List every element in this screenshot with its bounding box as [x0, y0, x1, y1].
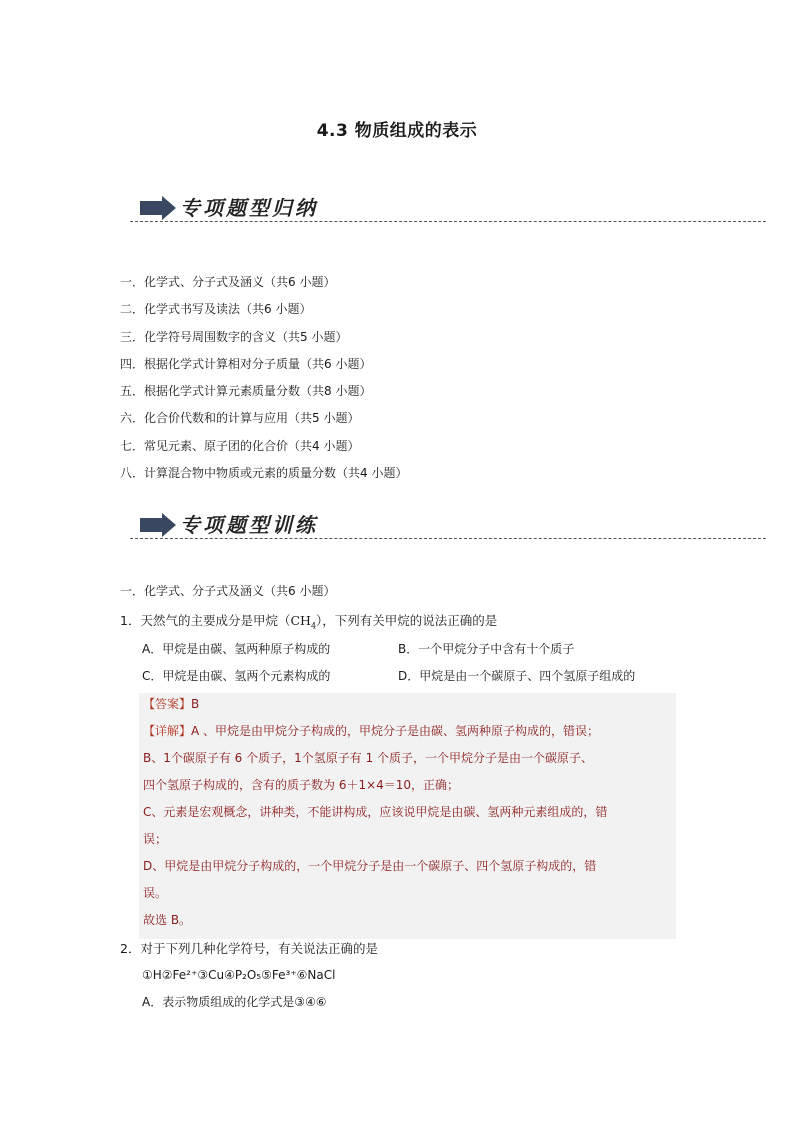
question-2-stem: 2．对于下列几种化学符号，有关说法正确的是	[120, 941, 378, 956]
toc-item: 三．化学符号周围数字的含义（共5 小题）	[120, 329, 348, 344]
divider	[130, 221, 766, 222]
question-2-symbols: ①H②Fe²⁺③Cu④P₂O₅⑤Fe³⁺⑥NaCl	[142, 968, 336, 982]
arrow-icon	[140, 196, 176, 220]
detail-line: 【详解】A 、甲烷是由甲烷分子构成的，甲烷分子是由碳、氢两种原子构成的，错误；	[143, 724, 600, 738]
option-a: A．表示物质组成的化学式是③④⑥	[142, 995, 327, 1009]
option-c: C．甲烷是由碳、氢两个元素构成的	[142, 669, 331, 683]
section-banner-summary	[130, 188, 766, 228]
answer-line: 【答案】B	[143, 697, 200, 711]
toc-item: 一．化学式、分子式及涵义（共6 小题）	[120, 275, 336, 289]
toc-item: 五．根据化学式计算元素质量分数（共8 小题）	[120, 384, 372, 399]
formula: $CH_4$	[290, 613, 317, 631]
toc-item: 七．常见元素、原子团的化合价（共4 小题）	[120, 438, 360, 453]
detail-line: B、1个碳原子有 6 个质子，1个氢原子有 1 个质子，一个甲烷分子是由一个碳原子、	[143, 751, 594, 765]
detail-line: 故选 B。	[143, 913, 192, 927]
question-1-stem: 1．天然气的主要成分是甲烷$(CH_4)$，下列有关甲烷的说法正确的是	[120, 613, 498, 631]
toc-item: 二．化学式书写及读法（共6 小题）	[120, 302, 312, 317]
section-banner-practice	[130, 505, 766, 545]
page-title: 4.3 物质组成的表示	[316, 121, 478, 141]
toc-item: 六．化合价代数和的计算与应用（共5 小题）	[120, 411, 360, 426]
detail-line: 四个氢原子构成的，含有的质子数为 6＋1×4＝10，正确；	[143, 778, 460, 792]
toc-item: 四．根据化学式计算相对分子质量（共6 小题）	[120, 356, 372, 371]
divider	[130, 538, 766, 539]
arrow-icon	[140, 513, 176, 537]
section-heading: 一．化学式、分子式及涵义（共6 小题）	[120, 584, 336, 598]
detail-line: 误。	[143, 886, 168, 900]
detail-line: D、甲烷是由甲烷分子构成的，一个甲烷分子是由一个碳原子、四个氢原子构成的，错	[143, 859, 597, 873]
detail-line: C、元素是宏观概念，讲种类，不能讲构成，应该说甲烷是由碳、氢两种元素组成的，错	[143, 805, 608, 819]
banner-label: 专项题型训练	[180, 513, 318, 537]
banner-label: 专项题型归纳	[180, 196, 318, 220]
toc-item: 八．计算混合物中物质或元素的质量分数（共4 小题）	[120, 466, 408, 481]
option-b: B．一个甲烷分子中含有十个质子	[398, 642, 575, 656]
option-d: D．甲烷是由一个碳原子、四个氢原子组成的	[398, 669, 636, 683]
option-a: A．甲烷是由碳、氢两种原子构成的	[142, 642, 331, 656]
toc-list	[120, 272, 407, 490]
detail-line: 误；	[143, 832, 168, 846]
